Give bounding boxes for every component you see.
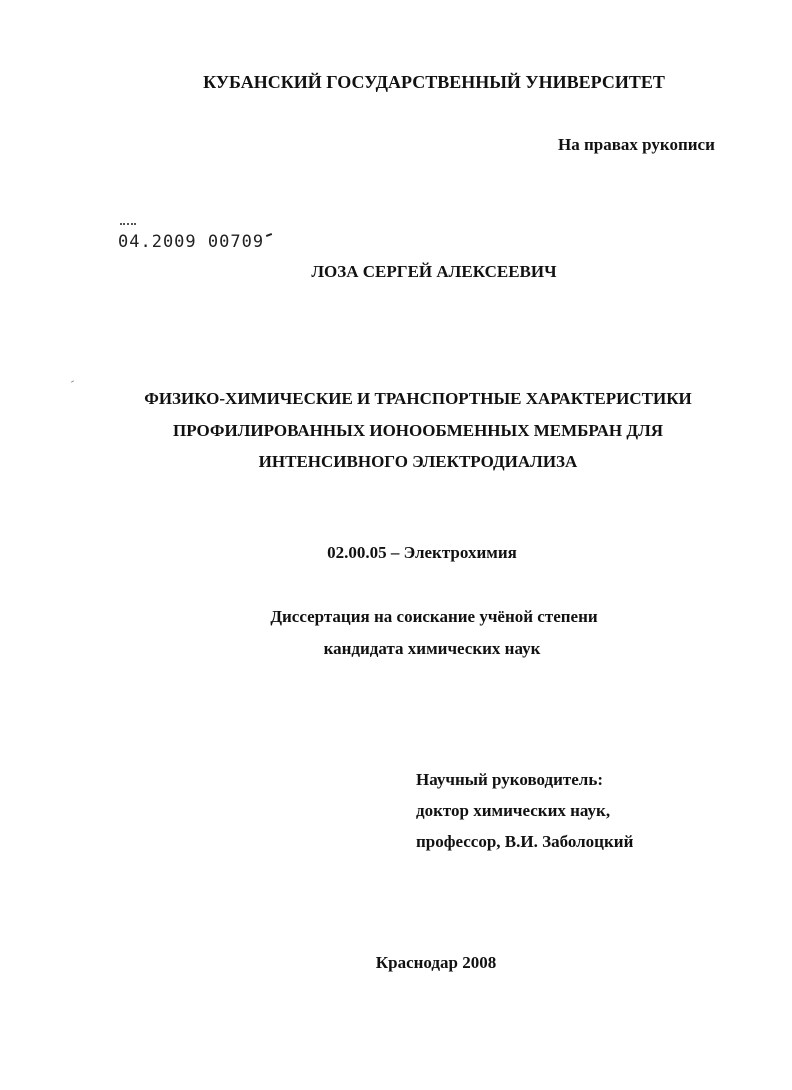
stamp-tick-mark: [266, 233, 272, 237]
title-line-3: ИНТЕНСИВНОГО ЭЛЕКТРОДИАЛИЗА: [258, 452, 578, 471]
archive-code-stamp: [118, 232, 272, 252]
title-line-1: ФИЗИКО-ХИМИЧЕСКИЕ И ТРАНСПОРТНЫЕ ХАРАКТЕРИСТИКИ: [144, 389, 692, 408]
supervisor-block: [416, 764, 633, 857]
archive-code-text: 04.2009 00709: [118, 232, 265, 252]
supervisor-name: профессор, В.И. Заболоцкий: [416, 832, 634, 851]
supervisor-heading: Научный руководитель:: [416, 770, 603, 789]
manuscript-rights-note: На правах рукописи: [558, 135, 715, 154]
dissertation-degree-line-1: Диссертация на соискание учёной степени: [270, 607, 598, 626]
university-name: КУБАНСКИЙ ГОСУДАРСТВЕННЫЙ УНИВЕРСИТЕТ: [203, 72, 665, 92]
place-and-year: Краснодар 2008: [375, 953, 497, 972]
stamp-dots: [120, 223, 136, 227]
supervisor-degree: доктор химических наук,: [416, 801, 611, 820]
specialty-code: 02.00.05 – Электрохимия: [327, 543, 517, 562]
title-line-2: ПРОФИЛИРОВАННЫХ ИОНООБМЕННЫХ МЕМБРАН ДЛЯ: [172, 420, 664, 440]
dissertation-title: [0, 383, 792, 478]
dissertation-degree-line-2: кандидата химических наук: [323, 639, 541, 658]
author-name: ЛОЗА СЕРГЕЙ АЛЕКСЕЕВИЧ: [311, 262, 557, 281]
